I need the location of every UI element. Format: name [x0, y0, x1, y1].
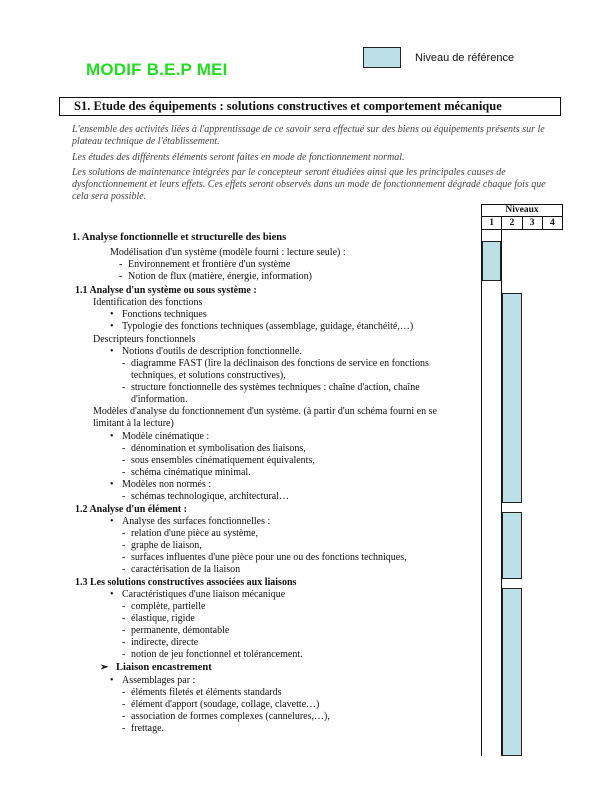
list-item: • Notions d'outils de description fonctionnelle. — [122, 346, 302, 358]
level-bar-2 — [502, 293, 522, 503]
legend-label: Niveau de référence — [415, 52, 515, 64]
list-item: - permanente, démontable — [131, 625, 229, 637]
list-item: • Fonctions techniques — [122, 309, 207, 321]
list-item: - frettage. — [131, 723, 164, 735]
list-item: - dénomination et symbolisation des liaisons, — [131, 443, 306, 455]
list-item: - graphe de liaison, — [131, 540, 202, 552]
list-item: - sous ensembles cinématiquement équivalents, — [131, 455, 315, 467]
text-line: Identification des fonctions — [93, 297, 203, 308]
list-item: - schéma cinématique minimal. — [131, 467, 251, 479]
list-item: • Modèle cinématique : — [122, 431, 209, 443]
list-item: - schémas technologique, architectural… — [131, 491, 289, 503]
list-item: - complète, partielle — [131, 601, 205, 613]
section-title: S1. Etude des équipements : solutions constructives et comportement mécanique — [59, 97, 561, 116]
text-line: Modélisation d'un système (modèle fourni : lecture seule) : — [110, 247, 346, 258]
list-item: - notion de jeu fonctionnel et tolérancement. — [131, 649, 303, 661]
list-item: - élastique, rigide — [131, 613, 195, 625]
list-item: - élément d'apport (soudage, collage, clavette…) — [131, 699, 319, 711]
level-column-2: 2 — [502, 217, 522, 229]
text-line: d'information. — [131, 394, 188, 405]
intro-paragraph-1: L'ensemble des activités liées à l'apprentissage de ce savoir sera effectué sur des biens ou équipements présents sur le plateau technique de l'établissement. — [72, 124, 545, 147]
levels-columns — [481, 216, 563, 230]
list-item: - indirecte, directe — [131, 637, 198, 649]
level-column-4: 4 — [550, 218, 555, 228]
list-item: - Notion de flux (matière, énergie, information) — [128, 271, 312, 283]
heading-liaison-encastrement: ➢ Liaison encastrement — [116, 662, 212, 674]
heading-1-1: 1.1 Analyse d'un système ou sous système : — [75, 285, 257, 296]
intro-paragraph-3: Les solutions de maintenance intégrées par le concepteur seront étudiées ainsi que les principales causes de dysfonctionnement et leurs effets. Ces effets seront observés dans un mode de fonctionnement dégradé chaque fois que cela sera possible. — [72, 167, 546, 202]
legend-swatch — [363, 47, 401, 68]
document-title: MODIF B.E.P MEI — [86, 60, 228, 79]
list-item: - relation d'une pièce au système, — [131, 528, 258, 540]
list-item: • Assemblages par : — [122, 675, 195, 687]
list-item: • Typologie des fonctions techniques (assemblage, guidage, étanchéité,…) — [122, 321, 413, 333]
text-line: techniques, et solutions constructives), — [131, 370, 286, 381]
list-item: • Analyse des surfaces fonctionnelles : — [122, 516, 270, 528]
list-item: - caractérisation de la liaison — [131, 564, 240, 576]
heading-1-2: 1.2 Analyse d'un élément : — [75, 504, 187, 515]
levels-gridline — [481, 228, 482, 756]
level-column-1: 1 — [482, 217, 502, 229]
text-line: Descripteurs fonctionnels — [93, 334, 196, 345]
text-line: Modèles d'analyse du fonctionnement d'un système. (à partir d'un schéma fourni en se — [93, 406, 437, 417]
level-bar-2 — [502, 512, 522, 579]
heading-1-3: 1.3 Les solutions constructives associées aux liaisons — [75, 577, 297, 588]
list-item: - association de formes complexes (cannelures,…), — [131, 711, 330, 723]
text-line: limitant à la lecture) — [93, 418, 174, 429]
list-item: - Environnement et frontière d'un système — [128, 259, 290, 271]
heading-1: 1. Analyse fonctionnelle et structurelle des biens — [72, 232, 287, 243]
list-item: • Modèles non normés : — [122, 479, 211, 491]
list-item: - diagramme FAST (lire la déclinaison des fonctions de service en fonctions — [131, 358, 429, 370]
levels-header: Niveaux — [481, 204, 563, 217]
intro-paragraph-2: Les études des différents éléments seront faites en mode de fonctionnement normal. — [72, 152, 405, 163]
list-item: • Caractéristiques d'une liaison mécanique — [122, 589, 285, 601]
list-item: - structure fonctionnelle des systèmes techniques : chaîne d'action, chaîne — [131, 382, 420, 394]
level-bar-1 — [482, 241, 501, 281]
list-item: - éléments filetés et éléments standards — [131, 687, 282, 699]
level-column-3: 3 — [523, 217, 543, 229]
level-bar-2 — [502, 588, 522, 756]
list-item: - surfaces influentes d'une pièce pour une ou des fonctions techniques, — [131, 552, 407, 564]
